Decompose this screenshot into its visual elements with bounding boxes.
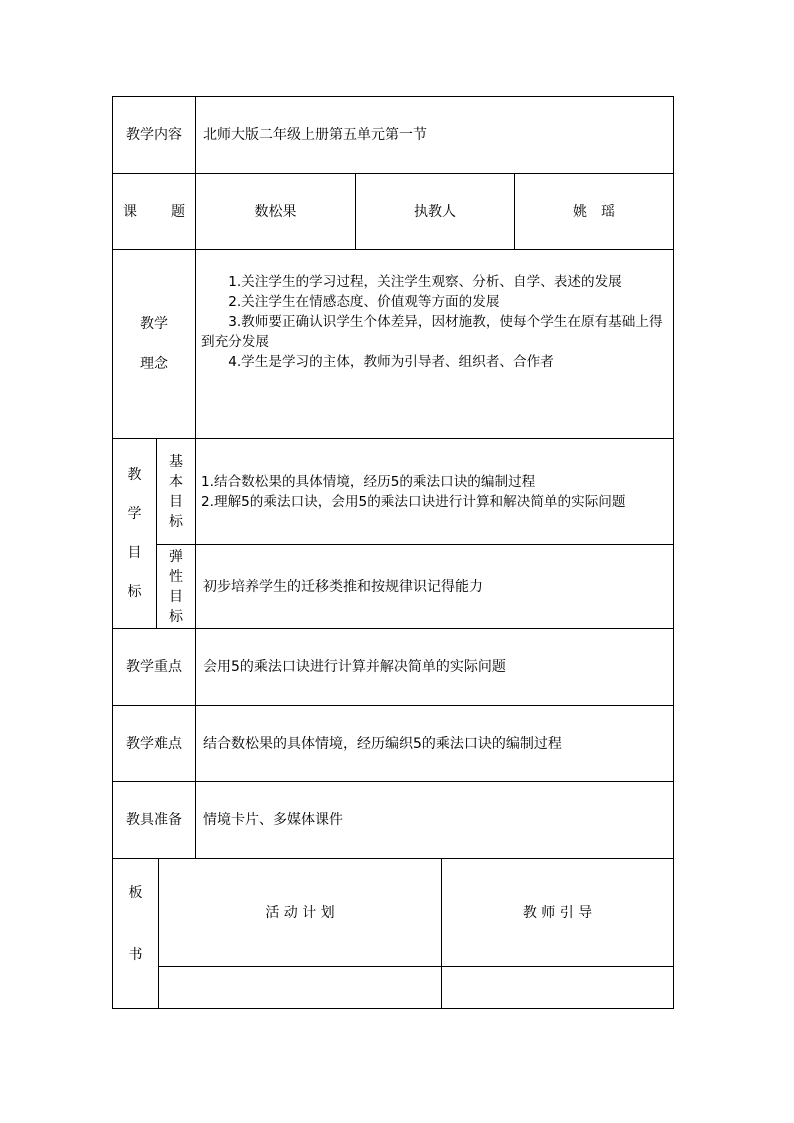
- key-points-value: 会用5的乘法口诀进行计算并解决简单的实际问题: [203, 659, 506, 675]
- teacher-guide-header: 教 师 引 导: [522, 904, 593, 921]
- philosophy-label-top: 教学: [140, 316, 168, 332]
- content-value: 北师大版二年级上册第五单元第一节: [203, 127, 427, 143]
- teacher-name: 姚 瑶: [573, 203, 615, 220]
- activity-plan-cell: [159, 967, 441, 1008]
- philosophy-items: [201, 250, 667, 438]
- column-divider: [195, 438, 196, 858]
- key-points-label: 教学重点: [126, 659, 182, 675]
- content-label: 教学内容: [126, 127, 182, 143]
- flexible-goals-value: 初步培养学生的迁移类推和按规律识记得能力: [203, 578, 483, 595]
- topic-label: [113, 174, 195, 249]
- basic-goals-label-char: 本: [169, 473, 183, 490]
- philosophy-item: 2.关注学生在情感态度、价值观等方面的发展: [228, 294, 500, 310]
- goals-label-char: 学: [127, 506, 142, 522]
- difficulties-value: 结合数松果的具体情境，经历编织5的乘法口诀的编制过程: [203, 735, 562, 752]
- philosophy-item: 3.教师要正确认识学生个体差异，因材施教，使每个学生在原有基础上得到充分发展: [201, 314, 663, 350]
- table-border: [673, 96, 674, 1009]
- flexible-goals-label-char: 性: [169, 568, 183, 585]
- board-label-bottom: 书: [128, 947, 143, 963]
- flexible-goals-label-char: 弹: [169, 548, 183, 565]
- philosophy-label-bottom: 理念: [140, 356, 168, 372]
- goals-label-char: 教: [127, 467, 142, 483]
- basic-goals-items: [201, 439, 669, 544]
- goals-label-char: 目: [127, 545, 142, 561]
- basic-goals-label: [157, 439, 195, 544]
- basic-goal-item: 1.结合数松果的具体情境，经历5的乘法口诀的编制过程: [201, 473, 536, 490]
- materials-value: 情境卡片、多媒体课件: [203, 812, 343, 828]
- philosophy-label: [113, 250, 195, 438]
- difficulties-label: 教学难点: [126, 735, 182, 752]
- basic-goals-label-char: 标: [169, 513, 183, 530]
- flexible-goals-label: [157, 545, 195, 628]
- goals-label: [113, 439, 156, 628]
- teacher-guide-cell: [442, 967, 673, 1008]
- activity-plan-header: 活 动 计 划: [265, 904, 335, 921]
- topic-label-left: 课: [123, 203, 137, 220]
- topic-title: 数松果: [254, 203, 297, 220]
- basic-goals-label-char: 基: [169, 453, 183, 470]
- philosophy-item: 1.关注学生的学习过程，关注学生观察、分析、自学、表述的发展: [228, 274, 622, 290]
- philosophy-item: 4.学生是学习的主体，教师为引导者、组织者、合作者: [228, 354, 554, 370]
- teacher-label: 执教人: [414, 203, 456, 220]
- goals-label-char: 标: [127, 584, 142, 600]
- flexible-goals-label-char: 标: [169, 608, 183, 625]
- column-divider: [195, 96, 196, 438]
- flexible-goals-label-char: 目: [169, 588, 183, 605]
- materials-label: 教具准备: [126, 812, 182, 828]
- board-label-top: 板: [128, 885, 143, 901]
- basic-goals-label-char: 目: [169, 493, 183, 510]
- table-border: [112, 1008, 674, 1009]
- board-label: [113, 859, 158, 1008]
- topic-label-right: 题: [171, 203, 185, 220]
- basic-goal-item: 2.理解5的乘法口诀，会用5的乘法口诀进行计算和解决简单的实际问题: [201, 493, 626, 510]
